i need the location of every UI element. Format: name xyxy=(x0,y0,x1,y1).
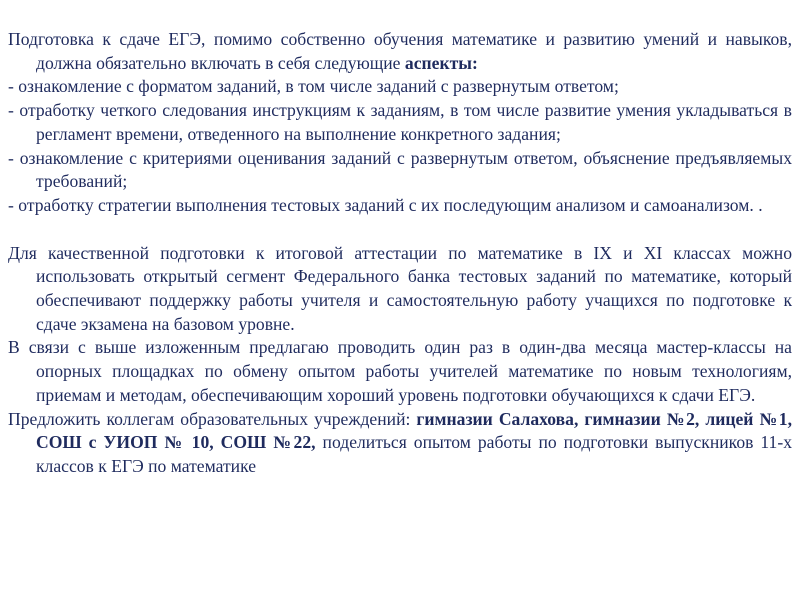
proposal-schools: гимназии Салахова, гимназии №2, лицей №1, СОШ с УИОП № 10, СОШ №22, xyxy=(36,408,792,453)
proposal-lead: Предложить коллегам образовательных учреждений: xyxy=(8,408,417,429)
fbtz-paragraph: Для качественной подготовки к итоговой аттестации по математике в IX и XI классах можно использовать открытый сегмент Федерального банка тестовых заданий по математике, который обеспечивают поддержку работы учителя и самостоятельную работу учащихся по подготовке к сдаче экзамена на базовом уровне. xyxy=(8,242,792,334)
aspect-item-1: - ознакомление с форматом заданий, в том числе заданий с развернутым ответом; xyxy=(8,76,619,97)
document-body xyxy=(8,28,792,479)
aspect-item-2: - отработку четкого следования инструкциям к заданиям, в том числе развитие умения укладываться в регламент времени, отведенного на выполнение конкретного задания; xyxy=(8,100,792,144)
paragraph-gap xyxy=(8,218,792,242)
aspect-item-3: - ознакомление с критериями оценивания заданий с развернутым ответом, объяснение предъявляемых требований; xyxy=(8,147,792,192)
intro-text: Подготовка к сдаче ЕГЭ, помимо собственно обучения математике и развитию умений и навыков, должна обязательно включать в себя следующие xyxy=(8,29,792,73)
intro-paragraph xyxy=(8,28,792,75)
intro-bold: аспекты: xyxy=(404,52,478,73)
master-class-paragraph: В связи с выше изложенным предлагаю проводить один раз в один-два месяца мастер-классы на опорных площадках по обмену опытом работы учителей математике по новым технологиям, приемам и методам, обеспечивающим хороший уровень подготовки обучающихся к сдачи ЕГЭ. xyxy=(8,337,792,405)
proposal-tail: поделиться опытом работы по подготовки выпускников 11-х классов к ЕГЭ по математике xyxy=(36,432,793,476)
aspect-item-4: - отработку стратегии выполнения тестовых заданий с их последующим анализом и самоанализом. . xyxy=(8,194,763,215)
proposal-paragraph xyxy=(8,408,792,479)
